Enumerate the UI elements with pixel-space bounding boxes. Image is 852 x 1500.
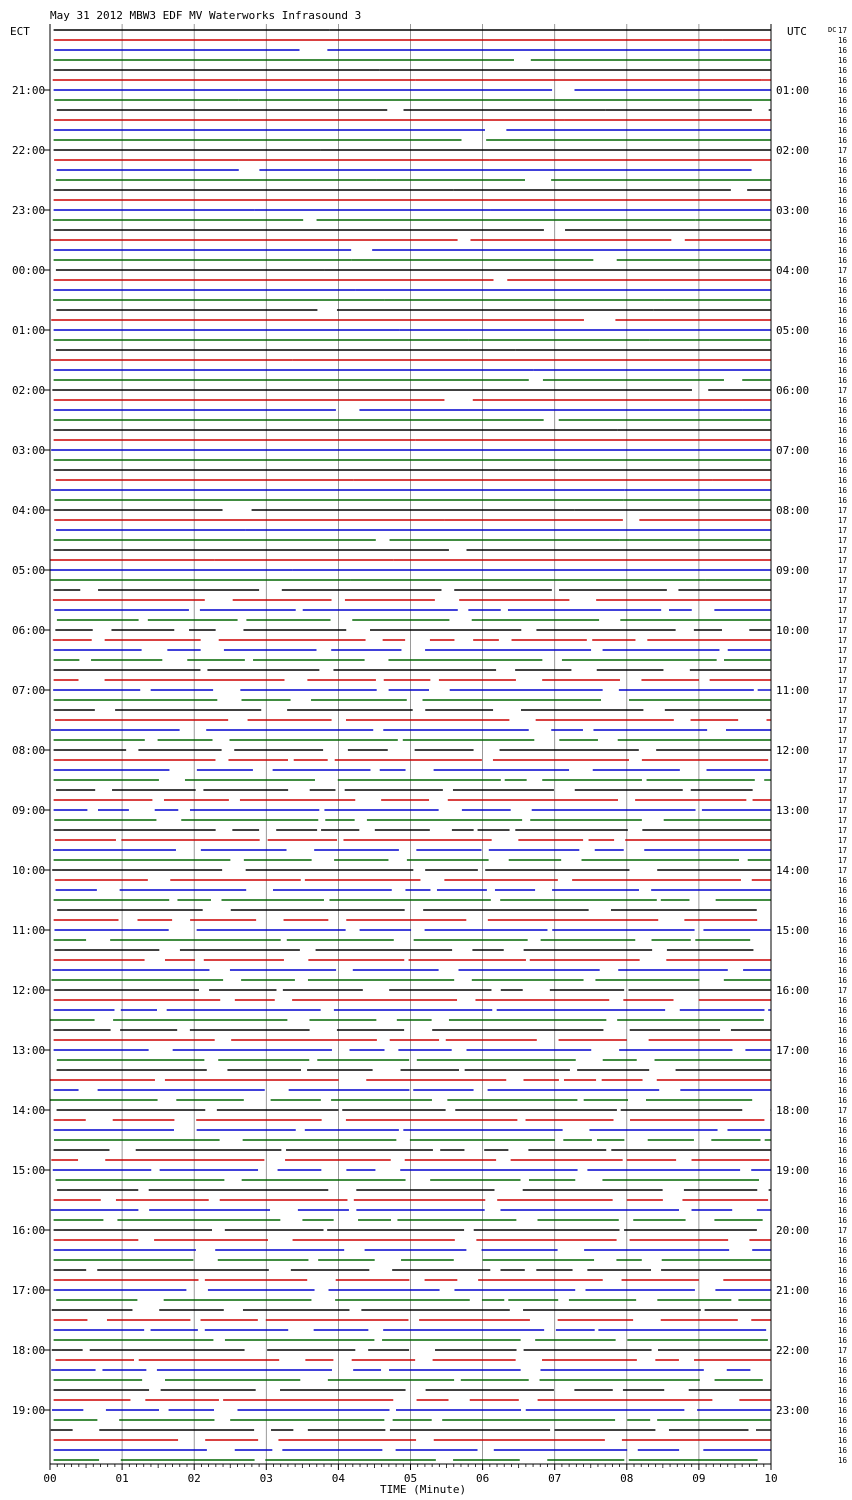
dc-value: 16 xyxy=(838,296,848,305)
dc-value: 16 xyxy=(838,1256,848,1265)
dc-value: 17 xyxy=(838,746,848,755)
dc-value: 16 xyxy=(838,186,848,195)
dc-value: 16 xyxy=(838,1286,848,1295)
dc-value: 16 xyxy=(838,1196,848,1205)
dc-value: 16 xyxy=(838,136,848,145)
left-hour-label: 07:00 xyxy=(12,684,46,697)
dc-value: 16 xyxy=(838,1426,848,1435)
left-hour-label: 21:00 xyxy=(12,84,46,97)
dc-value: 17 xyxy=(838,776,848,785)
dc-value: 16 xyxy=(838,116,848,125)
left-hour-label: 00:00 xyxy=(12,264,46,277)
dc-value: 17 xyxy=(838,626,848,635)
dc-value: 16 xyxy=(838,1206,848,1215)
dc-value: 17 xyxy=(838,846,848,855)
right-hour-label: 19:00 xyxy=(776,1164,810,1177)
dc-value: 16 xyxy=(838,96,848,105)
dc-value: 16 xyxy=(838,356,848,365)
dc-value: 17 xyxy=(838,986,848,995)
dc-value: 16 xyxy=(838,56,848,65)
dc-value: 17 xyxy=(838,786,848,795)
right-hour-label: 18:00 xyxy=(776,1104,810,1117)
right-hour-label: 16:00 xyxy=(776,984,810,997)
left-hour-label: 13:00 xyxy=(12,1044,46,1057)
right-hour-label: 09:00 xyxy=(776,564,810,577)
left-hour-label: 16:00 xyxy=(12,1224,46,1237)
dc-value: 16 xyxy=(838,1136,848,1145)
dc-value: 17 xyxy=(838,596,848,605)
dc-value: 16 xyxy=(838,1356,848,1365)
dc-value: 16 xyxy=(838,106,848,115)
dc-value: 16 xyxy=(838,1296,848,1305)
dc-value: 16 xyxy=(838,1096,848,1105)
right-hour-label: 08:00 xyxy=(776,504,810,517)
right-hour-label: 21:00 xyxy=(776,1284,810,1297)
dc-value: 16 xyxy=(838,1316,848,1325)
right-hour-label: 15:00 xyxy=(776,924,810,937)
dc-value: 17 xyxy=(838,266,848,275)
dc-value: 16 xyxy=(838,366,848,375)
dc-value: 16 xyxy=(838,976,848,985)
dc-value: 16 xyxy=(838,1446,848,1455)
left-hour-label: 11:00 xyxy=(12,924,46,937)
dc-value: 16 xyxy=(838,426,848,435)
dc-value: 16 xyxy=(838,76,848,85)
dc-value: 16 xyxy=(838,1366,848,1375)
right-hour-label: 20:00 xyxy=(776,1224,810,1237)
dc-value: 16 xyxy=(838,1046,848,1055)
right-hour-label: 12:00 xyxy=(776,744,810,757)
dc-value: 16 xyxy=(838,316,848,325)
dc-value: 16 xyxy=(838,1066,848,1075)
dc-value: 16 xyxy=(838,1386,848,1395)
dc-value: 16 xyxy=(838,456,848,465)
dc-value: 17 xyxy=(838,26,848,35)
dc-value: 16 xyxy=(838,926,848,935)
dc-value: 16 xyxy=(838,1266,848,1275)
dc-value: 16 xyxy=(838,1216,848,1225)
dc-value: 16 xyxy=(838,46,848,55)
x-tick-label: 08 xyxy=(620,1472,634,1485)
dc-value: 17 xyxy=(838,566,848,575)
dc-value: 16 xyxy=(838,206,848,215)
dc-value: 16 xyxy=(838,916,848,925)
dc-value: 17 xyxy=(838,1226,848,1235)
right-hour-label: 17:00 xyxy=(776,1044,810,1057)
x-tick-label: 02 xyxy=(187,1472,201,1485)
dc-value: 17 xyxy=(838,606,848,615)
left-hour-label: 08:00 xyxy=(12,744,46,757)
left-hour-label: 04:00 xyxy=(12,504,46,517)
left-hour-label: 06:00 xyxy=(12,624,46,637)
dc-value: 16 xyxy=(838,1236,848,1245)
dc-value: 16 xyxy=(838,896,848,905)
dc-value: 17 xyxy=(838,656,848,665)
dc-value: 17 xyxy=(838,1106,848,1115)
dc-value: 16 xyxy=(838,1276,848,1285)
dc-value: 17 xyxy=(838,866,848,875)
dc-value: 16 xyxy=(838,466,848,475)
dc-value: 17 xyxy=(838,806,848,815)
dc-value: 17 xyxy=(838,706,848,715)
dc-value: 16 xyxy=(838,1076,848,1085)
dc-value: 17 xyxy=(838,756,848,765)
left-hour-label: 09:00 xyxy=(12,804,46,817)
left-hour-label: 02:00 xyxy=(12,384,46,397)
dc-value: 17 xyxy=(838,726,848,735)
dc-value: 17 xyxy=(838,736,848,745)
dc-value: 16 xyxy=(838,1376,848,1385)
dc-value: 16 xyxy=(838,1176,848,1185)
right-hour-label: 04:00 xyxy=(776,264,810,277)
right-hour-label: 11:00 xyxy=(776,684,810,697)
right-hour-label: 03:00 xyxy=(776,204,810,217)
right-timezone-label: UTC xyxy=(787,25,807,38)
left-hour-label: 12:00 xyxy=(12,984,46,997)
dc-value: 17 xyxy=(838,676,848,685)
x-tick-label: 01 xyxy=(115,1472,129,1485)
dc-value: 17 xyxy=(838,616,848,625)
dc-value: 16 xyxy=(838,1336,848,1345)
dc-value: 17 xyxy=(838,696,848,705)
dc-value: 16 xyxy=(838,936,848,945)
dc-value: 16 xyxy=(838,36,848,45)
left-hour-label: 19:00 xyxy=(12,1404,46,1417)
x-tick-label: 03 xyxy=(259,1472,273,1485)
right-hour-label: 05:00 xyxy=(776,324,810,337)
x-tick-label: 04 xyxy=(331,1472,346,1485)
dc-value: 16 xyxy=(838,276,848,285)
dc-value: 17 xyxy=(838,506,848,515)
x-tick-label: 00 xyxy=(43,1472,57,1485)
dc-value: 16 xyxy=(838,176,848,185)
dc-value: 16 xyxy=(838,376,848,385)
dc-value: 16 xyxy=(838,966,848,975)
dc-value: 16 xyxy=(838,256,848,265)
dc-value: 17 xyxy=(838,556,848,565)
dc-value: 17 xyxy=(838,516,848,525)
chart-title: May 31 2012 MBW3 EDF MV Waterworks Infrasound 3 xyxy=(50,9,362,22)
dc-value: 16 xyxy=(838,86,848,95)
dc-value: 16 xyxy=(838,1436,848,1445)
x-tick-label: 09 xyxy=(692,1472,706,1485)
dc-value: 16 xyxy=(838,1456,848,1465)
dc-value: 17 xyxy=(838,666,848,675)
dc-value: 17 xyxy=(838,1346,848,1355)
label-layer xyxy=(12,26,848,1485)
dc-value: 16 xyxy=(838,246,848,255)
dc-value: 16 xyxy=(838,66,848,75)
dc-value: 16 xyxy=(838,166,848,175)
dc-value: 16 xyxy=(838,1036,848,1045)
dc-value: 16 xyxy=(838,1186,848,1195)
dc-value: 17 xyxy=(838,686,848,695)
dc-value: 17 xyxy=(838,586,848,595)
left-hour-label: 17:00 xyxy=(12,1284,46,1297)
dc-value: 16 xyxy=(838,1016,848,1025)
dc-value: 16 xyxy=(838,336,848,345)
dc-value: 16 xyxy=(838,956,848,965)
dc-value: 16 xyxy=(838,196,848,205)
frame-layer xyxy=(44,24,771,1470)
left-hour-label: 22:00 xyxy=(12,144,46,157)
left-hour-label: 15:00 xyxy=(12,1164,46,1177)
right-hour-label: 23:00 xyxy=(776,1404,810,1417)
right-hour-label: 07:00 xyxy=(776,444,810,457)
dc-value: 17 xyxy=(838,826,848,835)
dc-value: 17 xyxy=(838,796,848,805)
dc-value: 16 xyxy=(838,416,848,425)
dc-value: 17 xyxy=(838,766,848,775)
x-tick-label: 07 xyxy=(548,1472,562,1485)
dc-value: 16 xyxy=(838,906,848,915)
dc-value: 16 xyxy=(838,396,848,405)
dc-value: 16 xyxy=(838,406,848,415)
dc-value: 16 xyxy=(838,946,848,955)
dc-value: 17 xyxy=(838,526,848,535)
dc-value: 16 xyxy=(838,126,848,135)
x-tick-label: 05 xyxy=(403,1472,418,1485)
right-hour-label: 22:00 xyxy=(776,1344,810,1357)
dc-value: 16 xyxy=(838,1126,848,1135)
left-hour-label: 10:00 xyxy=(12,864,46,877)
dc-value: 16 xyxy=(838,1116,848,1125)
dc-value: 17 xyxy=(838,146,848,155)
dc-value: 16 xyxy=(838,236,848,245)
dc-value: 16 xyxy=(838,1246,848,1255)
dc-value: 16 xyxy=(838,1166,848,1175)
dc-value: 16 xyxy=(838,446,848,455)
dc-value: 16 xyxy=(838,496,848,505)
dc-value: 16 xyxy=(838,436,848,445)
dc-value: 16 xyxy=(838,1026,848,1035)
dc-value: 16 xyxy=(838,1416,848,1425)
dc-label: DC xyxy=(828,26,837,34)
right-hour-label: 01:00 xyxy=(776,84,810,97)
dc-value: 16 xyxy=(838,996,848,1005)
dc-value: 16 xyxy=(838,286,848,295)
x-tick-label: 06 xyxy=(475,1472,490,1485)
left-hour-label: 03:00 xyxy=(12,444,46,457)
dc-value: 16 xyxy=(838,1396,848,1405)
left-hour-label: 01:00 xyxy=(12,324,46,337)
left-timezone-label: ECT xyxy=(10,25,30,38)
left-hour-label: 23:00 xyxy=(12,204,46,217)
dc-value: 16 xyxy=(838,1006,848,1015)
right-hour-label: 02:00 xyxy=(776,144,810,157)
x-axis-label: TIME (Minute) xyxy=(380,1483,467,1496)
right-hour-label: 06:00 xyxy=(776,384,810,397)
right-hour-label: 10:00 xyxy=(776,624,810,637)
dc-value: 16 xyxy=(838,156,848,165)
left-hour-label: 05:00 xyxy=(12,564,46,577)
dc-value: 16 xyxy=(838,486,848,495)
left-hour-label: 18:00 xyxy=(12,1344,46,1357)
dc-value: 17 xyxy=(838,386,848,395)
right-hour-label: 13:00 xyxy=(776,804,810,817)
dc-value: 16 xyxy=(838,886,848,895)
dc-value: 16 xyxy=(838,1146,848,1155)
dc-value: 17 xyxy=(838,546,848,555)
dc-value: 16 xyxy=(838,306,848,315)
dc-value: 16 xyxy=(838,1086,848,1095)
dc-value: 17 xyxy=(838,576,848,585)
dc-value: 17 xyxy=(838,716,848,725)
right-hour-label: 14:00 xyxy=(776,864,810,877)
left-hour-label: 14:00 xyxy=(12,1104,46,1117)
dc-value: 16 xyxy=(838,346,848,355)
dc-value: 16 xyxy=(838,476,848,485)
dc-value: 16 xyxy=(838,226,848,235)
dc-value: 16 xyxy=(838,1326,848,1335)
dc-value: 17 xyxy=(838,856,848,865)
dc-value: 16 xyxy=(838,326,848,335)
dc-value: 16 xyxy=(838,876,848,885)
dc-value: 16 xyxy=(838,1406,848,1415)
dc-value: 16 xyxy=(838,1306,848,1315)
dc-value: 16 xyxy=(838,1056,848,1065)
dc-value: 16 xyxy=(838,216,848,225)
x-tick-label: 10 xyxy=(764,1472,778,1485)
dc-value: 16 xyxy=(838,1156,848,1165)
dc-value: 17 xyxy=(838,636,848,645)
dc-value: 17 xyxy=(838,536,848,545)
dc-value: 17 xyxy=(838,836,848,845)
dc-value: 17 xyxy=(838,816,848,825)
dc-value: 17 xyxy=(838,646,848,655)
